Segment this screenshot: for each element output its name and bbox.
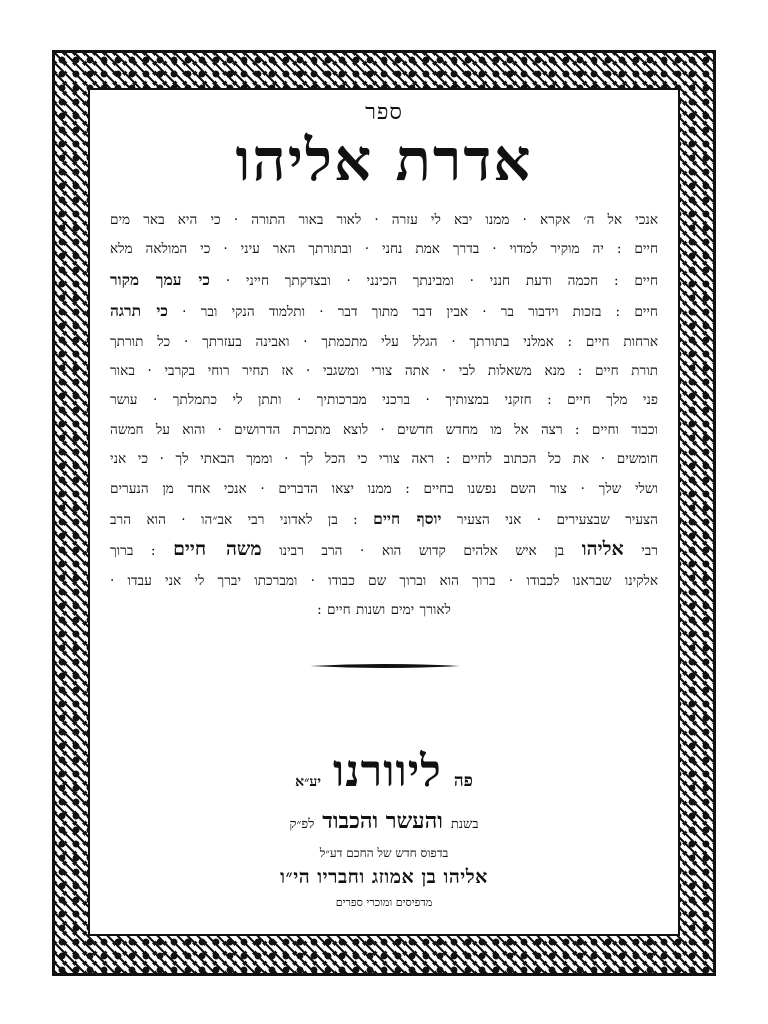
year-chronogram: והעשר והכבוד (322, 808, 443, 834)
intro-line (110, 386, 658, 415)
intro-text: חיים : חכמה ודעת חנני · ומבינתך הכינני · ובצדקתך חייני · (209, 272, 658, 289)
intro-text: לאורך ימים ושנות חיים : (317, 602, 451, 619)
intro-line (110, 235, 658, 264)
intro-text: ארחות חיים : אמלני בתורתך · הגלל עלי מתכמתך · ואבינה בעזרתך · כל תורתך (110, 333, 658, 350)
intro-line (110, 596, 658, 625)
title-page (96, 96, 672, 930)
intro-text: וכבוד וחיים : רצה אל מו מחדש חדשים · לוצא מתכרת הדרושים · והוא על חמשה (110, 421, 658, 438)
intro-line (110, 206, 658, 235)
sefer-label: ספר (365, 100, 403, 125)
intro-text: חיים : בזכות וידבור בר · אבין דבר מתוך דבר · ותלמוד הנקי ובר · (168, 304, 658, 321)
intro-text: : ברוך (110, 543, 174, 560)
printer-trade: מדפיסים ומוכרי ספרים (335, 896, 433, 909)
intro-line (110, 416, 658, 445)
intro-line (110, 328, 658, 357)
intro-text: חיים : יה מוקיר למדוי · בדרך אמת נחני · ובתורתך האר עיני · כי המולאה מלא (110, 241, 658, 258)
printer-preamble: בדפוס חדש של החכם דע״ל (319, 846, 449, 860)
intro-line (110, 357, 658, 386)
place-prefix: פה (453, 771, 473, 791)
introduction-poem (110, 206, 658, 626)
intro-line (110, 535, 658, 566)
ornamental-divider (310, 663, 460, 669)
intro-line (110, 504, 658, 535)
intro-text: רבי (623, 543, 658, 560)
emphasized-name: משה חיים (173, 538, 262, 561)
intro-text: חומשים · את כל הכתוב לחיים : ראה צורי כי הכל לך · וממך הבאתי לך · כי אני (110, 451, 658, 468)
intro-text: : בן לאדוני רבי אב״הו · הוא הרב (110, 512, 374, 529)
book-title: אדרת אליהו (235, 126, 533, 194)
intro-text: אנכי אל ה׳ אקרא · ממנו יבא לי עזרה · לאור באור התורה · כי היא באר מים (110, 212, 658, 228)
intro-line (110, 567, 658, 596)
place-suffix: יע״א (295, 774, 322, 790)
emphasized-name: כי תרגה (110, 301, 168, 321)
emphasized-name: אליהו (581, 538, 624, 561)
place-of-printing (96, 746, 672, 797)
city-name: ליוורנו (333, 746, 442, 797)
intro-line (110, 445, 658, 474)
year-prefix: בשנת (450, 817, 479, 832)
intro-line (110, 265, 658, 296)
year-line (96, 808, 672, 834)
emphasized-name: יוסף חיים (373, 509, 442, 529)
printer-name: אליהו בן אמוזג וחבריו הי״ו (280, 866, 488, 888)
intro-text: תורת חיים : מנא משאלות לבי · אתה צורי ומשגבי · אז תחיר רוחי בקרבי · באור (110, 363, 658, 380)
intro-text: הצעיר שבצעירים · אני הצעיר (441, 512, 658, 529)
intro-text: אלקינו שבראנו לכבודו · ברוך הוא וברוך שם כבודו · ומברכתו יברך לי אני עבדו · (110, 572, 658, 589)
year-suffix: לפ״ק (289, 817, 315, 832)
intro-text: פני מלך חיים : חזקני במצותיך · ברכני מברכותיך · ותתן לי כתמלתך · עושר (110, 392, 658, 409)
intro-text: בן איש אלהים קדוש הוא · הרב רבינו (261, 543, 582, 560)
emphasized-name: כי עמך מקור (110, 269, 210, 289)
intro-line (110, 475, 658, 504)
intro-line (110, 296, 658, 327)
intro-text: ושלי שלך · צור השם נפשנו בחיים : ממנו יצאו הדברים · אנכי אחד מן הנערים (110, 480, 658, 497)
